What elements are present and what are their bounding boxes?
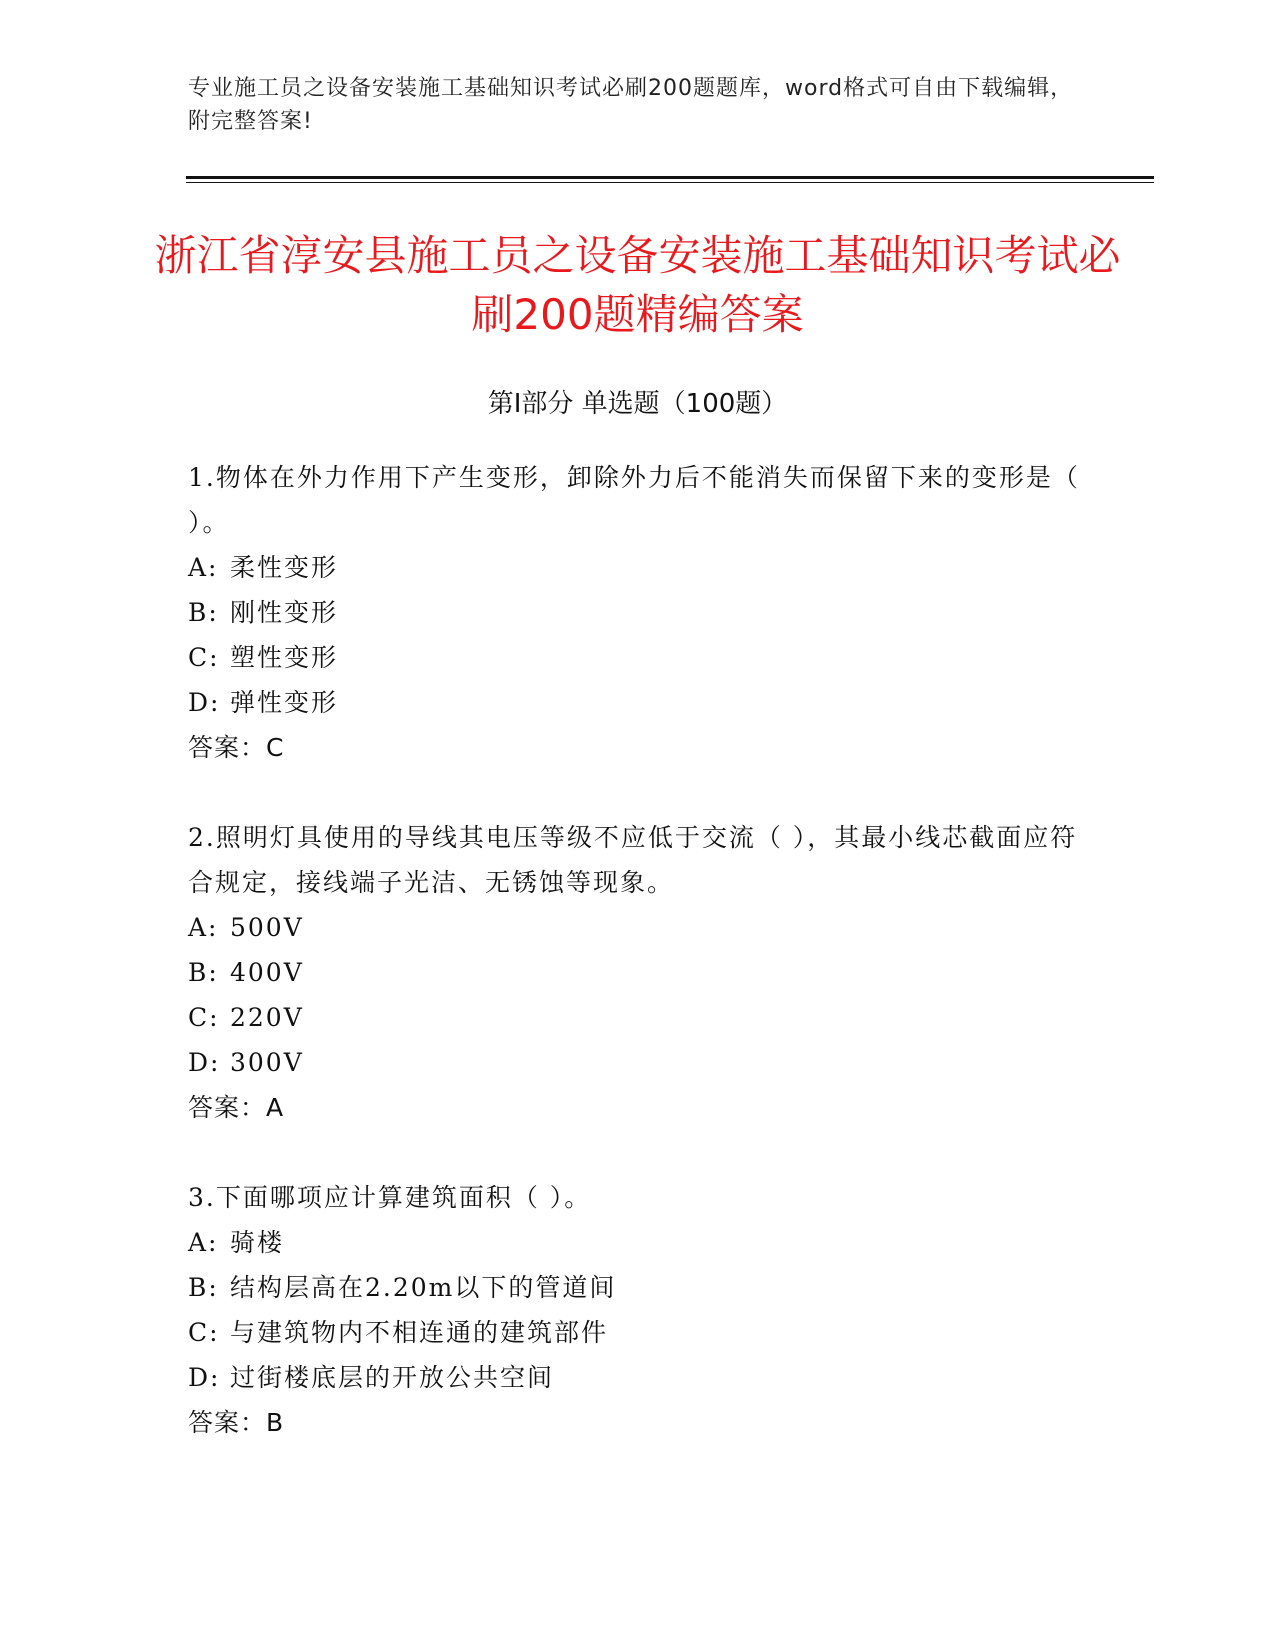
header-rule-thick <box>186 176 1154 179</box>
option-label: C: <box>188 1003 220 1032</box>
option-b <box>188 590 1088 635</box>
option-text: 骑楼 <box>230 1228 285 1257</box>
option-text: 结构层高在2.20m以下的管道间 <box>230 1273 617 1302</box>
header-rule-thin <box>186 182 1154 183</box>
option-text: 弹性变形 <box>230 688 339 717</box>
option-label: C: <box>188 1318 220 1347</box>
option-c <box>188 635 1088 680</box>
option-d <box>188 1040 1088 1085</box>
option-label: B: <box>188 958 219 987</box>
option-label: A: <box>188 913 219 942</box>
option-a <box>188 905 1088 950</box>
section-title: 第Ⅰ部分 单选题（100题） <box>487 389 788 419</box>
option-label: A: <box>188 553 219 582</box>
document-title: 浙江省淳安县施工员之设备安装施工基础知识考试必刷200题精编答案 <box>154 231 1121 339</box>
question-text: 2.照明灯具使用的导线其电压等级不应低于交流（ ），其最小线芯截面应符合规定，接线端子光洁、无锈蚀等现象。 <box>188 823 1078 897</box>
option-label: B: <box>188 598 219 627</box>
option-text: 塑性变形 <box>230 643 339 672</box>
option-label: B: <box>188 1273 219 1302</box>
option-text: 300V <box>230 1048 304 1077</box>
option-a <box>188 1220 1088 1265</box>
question-text: 1.物体在外力作用下产生变形，卸除外力后不能消失而保留下来的变形是（ ）。 <box>188 463 1080 537</box>
option-text: 与建筑物内不相连通的建筑部件 <box>230 1318 609 1347</box>
option-text: 柔性变形 <box>230 553 339 582</box>
question-2 <box>188 815 1088 1130</box>
option-c <box>188 995 1088 1040</box>
question-text: 3.下面哪项应计算建筑面积（ ）。 <box>188 1183 592 1212</box>
option-b <box>188 1265 1088 1310</box>
option-b <box>188 950 1088 995</box>
option-label: D: <box>188 1048 221 1077</box>
option-c <box>188 1310 1088 1355</box>
option-text: 220V <box>230 1003 304 1032</box>
option-text: 400V <box>230 958 304 987</box>
option-a <box>188 545 1088 590</box>
answer-line: 答案：C <box>188 733 285 762</box>
option-label: D: <box>188 688 221 717</box>
option-label: C: <box>188 643 220 672</box>
option-d <box>188 1355 1088 1400</box>
option-label: A: <box>188 1228 219 1257</box>
question-1 <box>188 455 1088 770</box>
question-3 <box>188 1175 1088 1445</box>
option-d <box>188 680 1088 725</box>
answer-line: 答案：B <box>188 1408 285 1437</box>
answer-line: 答案：A <box>188 1093 285 1122</box>
option-text: 刚性变形 <box>230 598 339 627</box>
option-label: D: <box>188 1363 221 1392</box>
option-text: 过街楼底层的开放公共空间 <box>230 1363 555 1392</box>
option-text: 500V <box>230 913 304 942</box>
header-note: 专业施工员之设备安装施工基础知识考试必刷200题题库，word格式可自由下载编辑，附完整答案! <box>188 76 1074 134</box>
